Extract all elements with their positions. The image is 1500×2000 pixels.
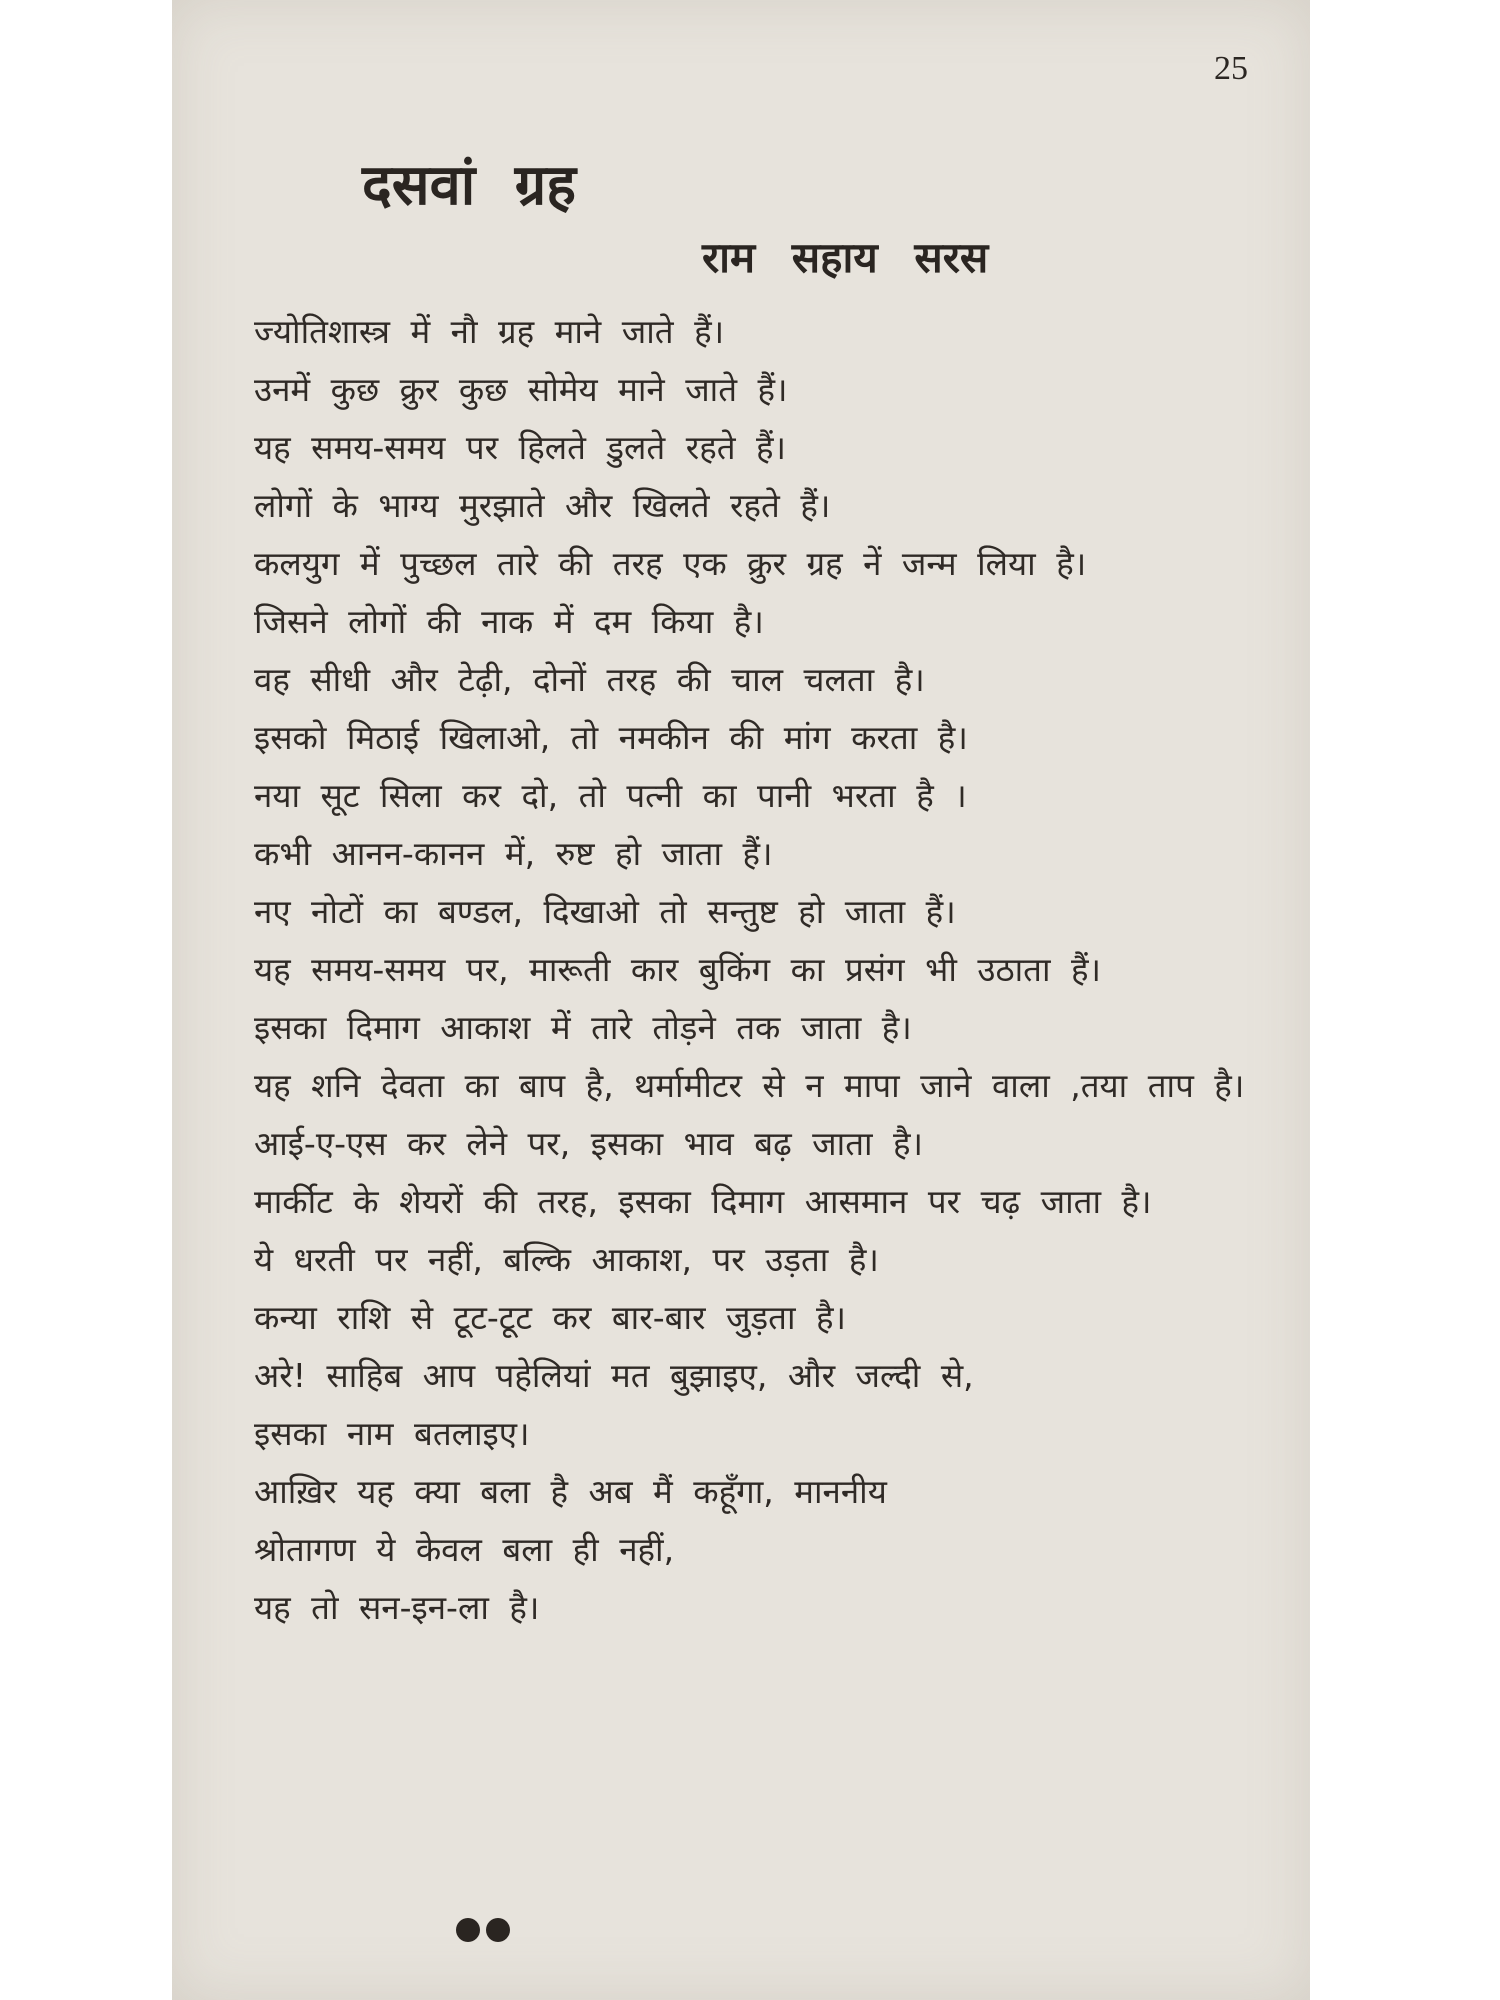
- poem-line: यह समय-समय पर हिलते डुलते रहते हैं।: [254, 428, 787, 467]
- poem-line: श्रोतागण ये केवल बला ही नहीं,: [254, 1530, 675, 1569]
- poem-line: इसका नाम बतलाइए।: [254, 1414, 530, 1453]
- poem-author: राम सहाय सरस: [702, 233, 989, 282]
- poem-line: ज्योतिशास्त्र में नौ ग्रह माने जाते हैं।: [254, 312, 725, 351]
- poem-line: जिसने लोगों की नाक में दम किया है।: [254, 602, 764, 641]
- poem-line: कभी आनन-कानन में, रुष्ट हो जाता हैं।: [254, 834, 773, 873]
- poem-line: वह सीधी और टेढ़ी, दोनों तरह की चाल चलता है।: [254, 660, 925, 699]
- page-number: 25: [1214, 50, 1248, 87]
- poem-line: अरे! साहिब आप पहेलियां मत बुझाइए, और जल्दी से,: [254, 1356, 974, 1395]
- poem-line: उनमें कुछ क्रुर कुछ सोमेय माने जाते हैं।: [254, 370, 788, 409]
- poem-line: यह तो सन-इन-ला है।: [254, 1588, 540, 1627]
- poem-line: यह शनि देवता का बाप है, थर्मामीटर से न मापा जाने वाला ,तया ताप है।: [254, 1066, 1245, 1105]
- poem-line: नए नोटों का बण्डल, दिखाओ तो सन्तुष्ट हो जाता हैं।: [254, 892, 956, 931]
- ornament-dot-icon: [486, 1918, 510, 1942]
- poem-line: आख़िर यह क्या बला है अब मैं कहूँगा, माननीय: [254, 1472, 887, 1511]
- poem-line: ये धरती पर नहीं, बल्कि आकाश, पर उड़ता है।: [254, 1240, 879, 1279]
- poem-title: दसवां ग्रह: [362, 153, 577, 218]
- poem-line: कलयुग में पुच्छल तारे की तरह एक क्रुर ग्रह नें जन्म लिया है।: [254, 544, 1087, 583]
- poem-line: लोगों के भाग्य मुरझाते और खिलते रहते हैं।: [254, 486, 831, 525]
- end-ornament: [456, 1918, 510, 1942]
- poem-line: इसका दिमाग आकाश में तारे तोड़ने तक जाता है।: [254, 1008, 912, 1047]
- poem-line: आई-ए-एस कर लेने पर, इसका भाव बढ़ जाता है।: [254, 1124, 924, 1163]
- book-page: [172, 0, 1310, 2000]
- poem-line: कन्या राशि से टूट-टूट कर बार-बार जुड़ता है।: [254, 1298, 847, 1337]
- poem-line: इसको मिठाई खिलाओ, तो नमकीन की मांग करता है।: [254, 718, 968, 757]
- poem-line: मार्कीट के शेयरों की तरह, इसका दिमाग आसमान पर चढ़ जाता है।: [254, 1182, 1152, 1221]
- poem-line: नया सूट सिला कर दो, तो पत्नी का पानी भरता है ।: [254, 776, 967, 815]
- ornament-dot-icon: [456, 1918, 480, 1942]
- poem-body: [254, 303, 1254, 1637]
- poem-line: यह समय-समय पर, मारूती कार बुकिंग का प्रसंग भी उठाता हैं।: [254, 950, 1102, 989]
